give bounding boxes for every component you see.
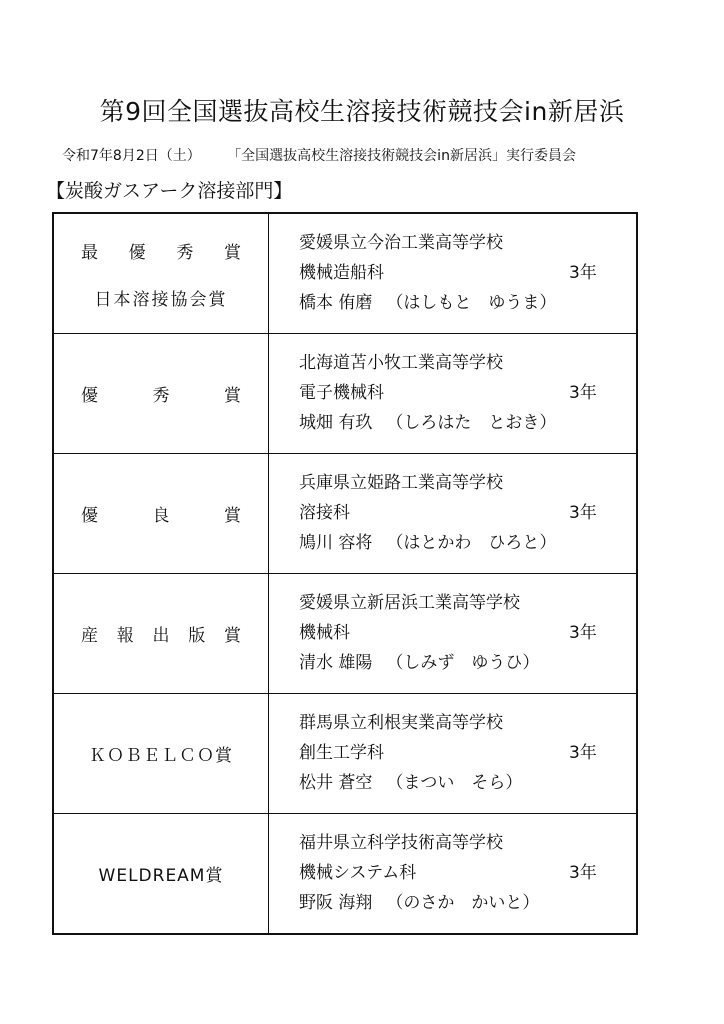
event-date: 令和7年8月2日（土）: [62, 148, 201, 164]
student-line: [299, 888, 636, 918]
student-reading: （しろはた とおき）: [386, 413, 557, 433]
student-grade: 3年: [569, 383, 597, 403]
award-name: ＫＯＢＥＬＣＯ賞: [89, 746, 233, 766]
award-char: 賞: [224, 386, 241, 406]
award-char: 産: [81, 626, 98, 646]
award-char: 出: [152, 626, 170, 646]
page-title: 第9回全国選抜高校生溶接技術競技会in新居浜: [99, 97, 625, 126]
student-reading: （まつい そら）: [386, 773, 523, 793]
award-name: [81, 381, 241, 406]
award-name: WELDREAM賞: [98, 866, 224, 886]
award-char: 最: [81, 242, 98, 263]
award-row: [54, 333, 636, 453]
student-line: [299, 408, 636, 438]
school-name: 愛媛県立新居浜工業高等学校: [299, 593, 520, 613]
award-cell: [54, 334, 269, 453]
winner-cell: [269, 334, 636, 453]
student-name: 松井 蒼空: [299, 773, 373, 793]
student-line: [299, 648, 636, 678]
winner-cell: [269, 814, 636, 933]
department-line: [299, 618, 636, 648]
award-char: 賞: [223, 242, 241, 263]
award-char: 優: [81, 506, 98, 526]
student-grade: 3年: [569, 263, 597, 283]
student-name: 橋本 侑磨: [299, 293, 373, 313]
student-grade: 3年: [569, 623, 597, 643]
award-row: [54, 813, 636, 933]
section-heading: 【炭酸ガスアーク溶接部門】: [46, 180, 293, 202]
department-line: [299, 498, 636, 528]
student-name: 清水 雄陽: [299, 653, 373, 673]
award-char: 賞: [224, 506, 241, 526]
school-name: 愛媛県立今治工業高等学校: [299, 233, 503, 253]
award-cell: [54, 694, 269, 813]
department-name: 機械科: [299, 623, 350, 643]
award-char: 優: [81, 386, 98, 406]
award-row: [54, 453, 636, 573]
winner-cell: [269, 694, 636, 813]
school-name: 北海道苫小牧工業高等学校: [299, 353, 503, 373]
organizer-name: 「全国選抜高校生溶接技術競技会in新居浜」実行委員会: [227, 148, 576, 164]
awards-table: [52, 212, 638, 935]
award-char: 版: [188, 626, 206, 646]
event-info-line: [62, 145, 576, 165]
student-line: [299, 288, 636, 318]
award-name: [81, 501, 241, 526]
department-name: 創生工学科: [299, 743, 384, 763]
student-reading: （のさか かいと）: [386, 893, 540, 913]
award-cell: [54, 574, 269, 693]
winner-cell: [269, 454, 636, 573]
award-char: 良: [152, 506, 170, 526]
award-char: 賞: [224, 626, 241, 646]
student-reading: （しみず ゆうひ）: [386, 653, 540, 673]
department-name: 電子機械科: [299, 383, 384, 403]
student-name: 鳩川 容将: [299, 533, 373, 553]
winner-cell: [269, 214, 636, 333]
department-line: [299, 858, 636, 888]
student-line: [299, 768, 636, 798]
student-reading: （はしもと ゆうま）: [386, 293, 557, 313]
department-line: [299, 738, 636, 768]
award-row: [54, 214, 636, 333]
student-line: [299, 528, 636, 558]
department-line: [299, 378, 636, 408]
award-cell: [54, 454, 269, 573]
department-name: 機械造船科: [299, 263, 384, 283]
award-cell: [54, 214, 269, 333]
award-row: [54, 573, 636, 693]
student-grade: 3年: [569, 503, 597, 523]
student-reading: （はとかわ ひろと）: [386, 533, 557, 553]
school-name: 福井県立科学技術高等学校: [299, 833, 503, 853]
award-char: 秀: [176, 242, 194, 263]
school-name: 群馬県立利根実業高等学校: [299, 713, 503, 733]
award-char: 秀: [152, 386, 170, 406]
department-name: 溶接科: [299, 503, 350, 523]
award-char: 優: [128, 242, 146, 263]
school-name: 兵庫県立姫路工業高等学校: [299, 473, 503, 493]
award-row: [54, 693, 636, 813]
award-name: [81, 238, 241, 263]
award-cell: [54, 814, 269, 933]
winner-cell: [269, 574, 636, 693]
student-name: 城畑 有玖: [299, 413, 373, 433]
award-char: 報: [116, 626, 134, 646]
award-name: [81, 621, 241, 646]
department-line: [299, 258, 636, 288]
department-name: 機械システム科: [299, 863, 417, 883]
sub-award-name: 日本溶接協会賞: [94, 289, 228, 310]
student-grade: 3年: [569, 743, 597, 763]
student-grade: 3年: [569, 863, 597, 883]
student-name: 野阪 海翔: [299, 893, 373, 913]
